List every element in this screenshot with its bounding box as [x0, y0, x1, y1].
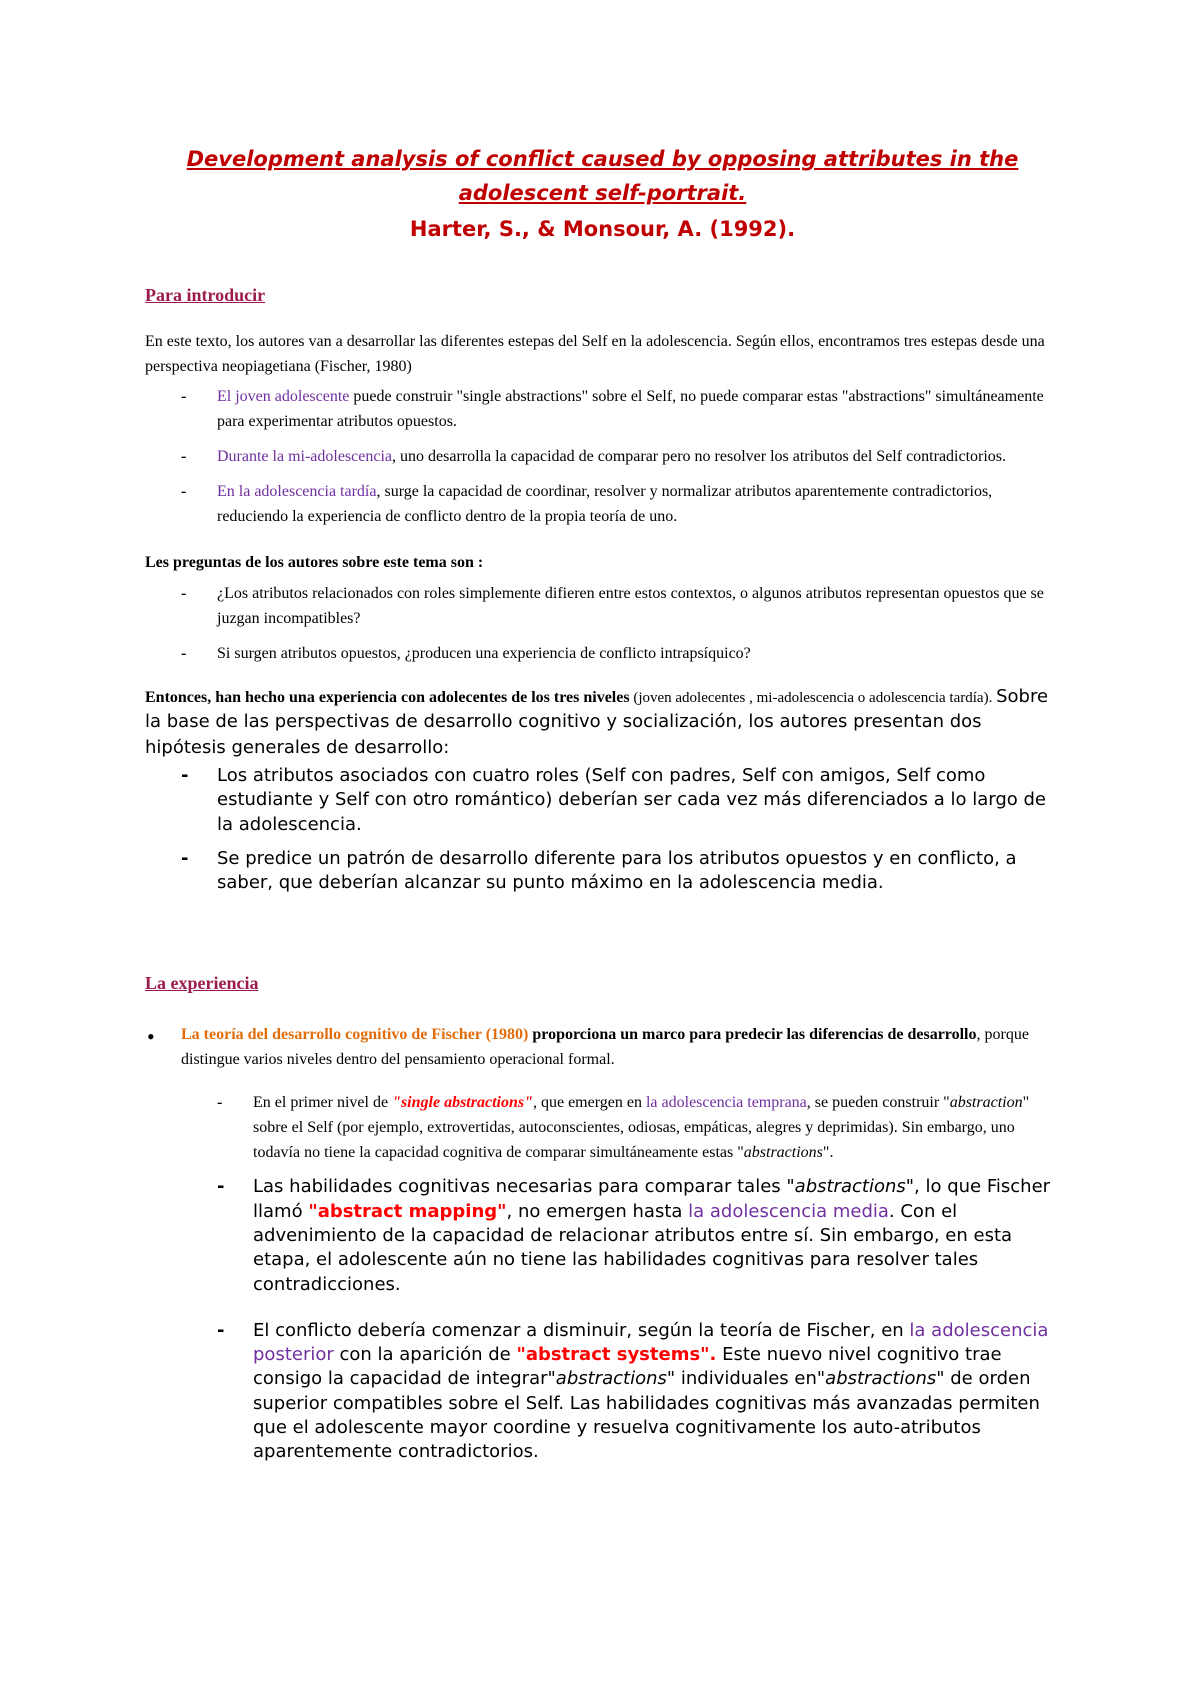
- level-term: abstractions: [743, 1143, 823, 1161]
- title-line-2: adolescent self-portrait.: [458, 181, 747, 205]
- level-text: , se pueden construir ": [806, 1094, 950, 1112]
- section-heading-experience: La experiencia: [145, 972, 259, 993]
- list-item: - Los atributos asociados con cuatro roles (Self con padres, Self con amigos, Self como estudiante y Self con otro romántico) deberían ser cada vez más diferenciados a lo largo de la adolescencia.: [217, 764, 1060, 837]
- level-stage: la adolescencia temprana: [645, 1094, 807, 1112]
- level-text: Las habilidades cognitivas necesarias para comparar tales: [253, 1176, 787, 1198]
- stage-highlight: El joven adolescente: [217, 388, 350, 406]
- intro-paragraph: En este texto, los autores van a desarrollar las diferentes estepas del Self en la adolescencia. Según ellos, encontramos tres estepas desde una perspectiva neopiagetiana (Fischer, 1980): [145, 332, 1045, 375]
- level-text: En el primer nivel de: [253, 1094, 393, 1112]
- level-text: de orden superior compatibles sobre el Self. Las habilidades cognitivas más avanzadas permiten que el adolescente mayor coordine y resuelva cognitivamente los auto-atributos aparentemente contradictorios.: [253, 1368, 1040, 1463]
- level-keyword: "single abstractions": [392, 1094, 533, 1112]
- section-heading-intro: Para introducir: [145, 285, 266, 305]
- list-item: [181, 1023, 1060, 1464]
- list-item: [253, 1091, 1060, 1165]
- level-text: " sobre el Self (por ejemplo, extrovertidas, autoconscientes, odiosas, empáticas, alegres y deprimidas). Sin embargo, uno todavía no tiene la capacidad cognitiva de comparar simultáneamente estas ": [253, 1094, 1030, 1161]
- level-text: ".: [822, 1143, 834, 1161]
- experience-levels: (joven adolecentes , mi-adolescencia o adolescencia tardía).: [629, 689, 997, 706]
- stage-highlight: Durante la mi-adolescencia: [217, 448, 393, 466]
- title-line-1: Development analysis of conflict caused by opposing attributes in the: [186, 147, 1019, 171]
- stage-text: , surge la capacidad de coordinar, resolver y normalizar atributos aparentemente contradictorios, reduciendo la experiencia de conflicto dentro de la propia teoría de uno.: [217, 482, 993, 525]
- document-title: [145, 142, 1060, 246]
- list-item: - Si surgen atributos opuestos, ¿producen una experiencia de conflicto intrapsíquico?: [217, 642, 1060, 667]
- level-term: "abstractions": [786, 1176, 915, 1198]
- level-stage: la adolescencia media: [688, 1200, 889, 1222]
- theory-bold: proporciona un marco para predecir las diferencias de desarrollo: [528, 1026, 977, 1044]
- level-text: , no emergen hasta: [506, 1200, 689, 1222]
- stage-text: , uno desarrolla la capacidad de comparar pero no resolver los atributos del Self contradictorios.: [392, 448, 1007, 466]
- list-item: [253, 1319, 1060, 1465]
- theory-text: , porque distingue varios niveles dentro del pensamiento operacional formal.: [181, 1026, 1029, 1069]
- stage-highlight: En la adolescencia tardía: [217, 482, 377, 500]
- experience-bold: Entonces, han hecho una experiencia con adolecentes de los tres niveles: [145, 688, 630, 706]
- level-term: abstraction: [949, 1094, 1023, 1112]
- level-text: El conflicto debería comenzar a disminuir, según la teoría de Fischer, en: [253, 1319, 910, 1341]
- list-item: [217, 385, 1060, 435]
- questions-heading: Les preguntas de los autores sobre este tema son :: [145, 554, 484, 572]
- levels-list: [181, 1091, 1060, 1465]
- level-stage: la adolescencia posterior: [253, 1319, 1049, 1366]
- questions-list: [145, 582, 1060, 666]
- level-keyword: "abstract systems".: [516, 1344, 717, 1366]
- level-text: , lo que Fischer llamó: [253, 1176, 1051, 1222]
- list-item: - Se predice un patrón de desarrollo diferente para los atributos opuestos y en conflicto, a saber, que deberían alcanzar su punto máximo en la adolescencia media.: [217, 847, 1060, 896]
- list-item: [217, 445, 1060, 470]
- level-text: con la aparición de: [333, 1344, 517, 1366]
- stages-list: [145, 385, 1060, 529]
- experience-hypotheses-intro: Sobre la base de las perspectivas de desarrollo cognitivo y socialización, los autores presentan dos hipótesis generales de desarrollo:: [145, 685, 1049, 759]
- experience-paragraph: [145, 685, 1060, 762]
- list-item: [217, 480, 1060, 530]
- level-text: , que emergen en: [532, 1094, 646, 1112]
- list-item: - ¿Los atributos relacionados con roles simplemente difieren entre estos contextos, o algunos atributos representan opuestos que se juzgan incompatibles?: [217, 582, 1060, 632]
- level-text: Este nuevo nivel cognitivo trae consigo la capacidad de integrar: [253, 1344, 1002, 1390]
- level-term: "abstractions": [816, 1368, 945, 1390]
- authors-citation: Harter, S., & Monsour, A. (1992).: [409, 217, 796, 241]
- level-text: . Con el advenimiento de la capacidad de relacionar atributos entre sí. Sin embargo, en esta etapa, el adolescente aún no tiene las habilidades cognitivas para resolver tales contradicciones.: [253, 1200, 1013, 1295]
- stage-text: puede construir "single abstractions" sobre el Self, no puede comparar estas "abstractions" simultáneamente para experimentar atributos opuestos.: [217, 388, 1044, 431]
- level-text: individuales en: [675, 1368, 817, 1390]
- level-keyword: "abstract mapping": [308, 1200, 507, 1222]
- hypotheses-list: [145, 764, 1060, 895]
- list-item: [253, 1175, 1060, 1296]
- level-term: "abstractions": [547, 1368, 676, 1390]
- fischer-theory-highlight: La teoría del desarrollo cognitivo de Fischer (1980): [181, 1026, 529, 1044]
- theory-list: [145, 1023, 1060, 1464]
